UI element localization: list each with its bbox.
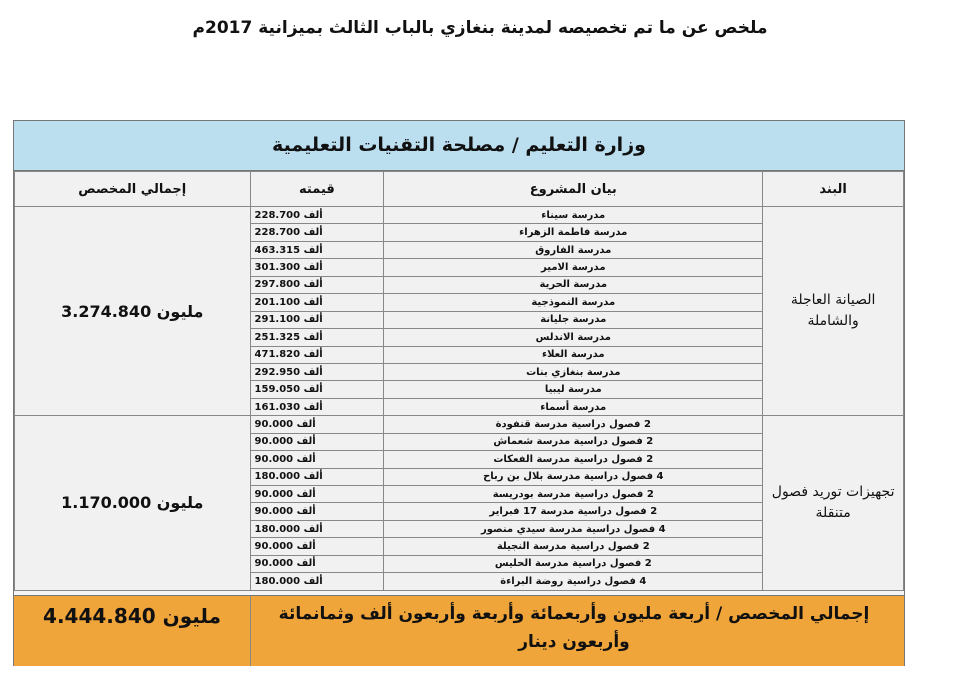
header-project: بيان المشروع: [384, 172, 763, 207]
row-project: مدرسة النموذجية: [384, 294, 763, 311]
row-value: 90.000 ألف: [250, 486, 384, 503]
section-item: تجهيزات توريد فصول متنقلة: [763, 416, 904, 590]
section-total: 3.274.840 مليون: [15, 207, 251, 416]
row-project: مدرسة بنغازي بنات: [384, 363, 763, 380]
document-title: ملخص عن ما تم تخصيصه لمدينة بنغازي بالباب الثالث بميزانية 2017م: [192, 18, 768, 38]
section-item: الصيانة العاجلة والشاملة: [763, 207, 904, 416]
row-value: 301.300 ألف: [250, 259, 384, 276]
row-project: 2 فصول دراسية مدرسة الحليس: [384, 555, 763, 572]
header-total: إجمالي المخصص: [15, 172, 251, 207]
row-project: مدرسة الفاروق: [384, 241, 763, 258]
row-value: 201.100 ألف: [250, 294, 384, 311]
row-value: 463.315 ألف: [250, 241, 384, 258]
row-value: 180.000 ألف: [250, 573, 384, 590]
row-value: 159.050 ألف: [250, 381, 384, 398]
table-header-row: [15, 172, 904, 207]
row-project: مدرسة الاندلس: [384, 329, 763, 346]
row-project: مدرسة فاطمة الزهراء: [384, 224, 763, 241]
row-project: مدرسة الحرية: [384, 276, 763, 293]
row-project: 4 فصول دراسية مدرسة سيدي منصور: [384, 520, 763, 537]
row-value: 90.000 ألف: [250, 555, 384, 572]
row-value: 161.030 ألف: [250, 398, 384, 415]
row-project: 4 فصول دراسية مدرسة بلال بن رباح: [384, 468, 763, 485]
table-body: [15, 207, 904, 591]
row-value: 292.950 ألف: [250, 363, 384, 380]
row-value: 471.820 ألف: [250, 346, 384, 363]
row-value: 228.700 ألف: [250, 207, 384, 224]
row-value: 228.700 ألف: [250, 224, 384, 241]
row-project: 2 فصول دراسية مدرسة النجيلة: [384, 538, 763, 555]
row-project: 2 فصول دراسية مدرسة شعماش: [384, 433, 763, 450]
table-row: [15, 207, 904, 224]
grand-total-bar: [14, 595, 904, 666]
row-project: مدرسة جليانة: [384, 311, 763, 328]
table-row: [15, 416, 904, 433]
row-project: 2 فصول دراسية مدرسة الفعكات: [384, 451, 763, 468]
row-value: 180.000 ألف: [250, 520, 384, 537]
row-value: 180.000 ألف: [250, 468, 384, 485]
grand-total-amount: 4.444.840 مليون: [14, 596, 251, 666]
row-value: 297.800 ألف: [250, 276, 384, 293]
row-project: 4 فصول دراسية روضة البراءة: [384, 573, 763, 590]
header-item: البند: [763, 172, 904, 207]
row-value: 251.325 ألف: [250, 329, 384, 346]
row-project: 2 فصول دراسية مدرسة قنفودة: [384, 416, 763, 433]
row-project: مدرسة الامير: [384, 259, 763, 276]
ministry-heading: وزارة التعليم / مصلحة التقنيات التعليمية: [14, 121, 904, 171]
row-project: مدرسة سيناء: [384, 207, 763, 224]
row-value: 90.000 ألف: [250, 503, 384, 520]
row-value: 90.000 ألف: [250, 451, 384, 468]
row-project: 2 فصول دراسية مدرسة بودريسة: [384, 486, 763, 503]
header-value: قيمته: [250, 172, 384, 207]
row-value: 90.000 ألف: [250, 538, 384, 555]
row-project: 2 فصول دراسية مدرسة 17 فبراير: [384, 503, 763, 520]
row-value: 90.000 ألف: [250, 416, 384, 433]
row-project: مدرسة أسماء: [384, 398, 763, 415]
row-value: 291.100 ألف: [250, 311, 384, 328]
grand-total-text: إجمالي المخصص / أربعة مليون وأربعمائة وأربعة وأربعون ألف وثمانمائة وأربعون دينار: [278, 604, 870, 652]
allocation-table: [14, 171, 904, 591]
section-total: 1.170.000 مليون: [15, 416, 251, 590]
budget-table-sheet: [13, 120, 905, 666]
row-project: مدرسة العلاء: [384, 346, 763, 363]
row-project: مدرسة ليبيا: [384, 381, 763, 398]
row-value: 90.000 ألف: [250, 433, 384, 450]
